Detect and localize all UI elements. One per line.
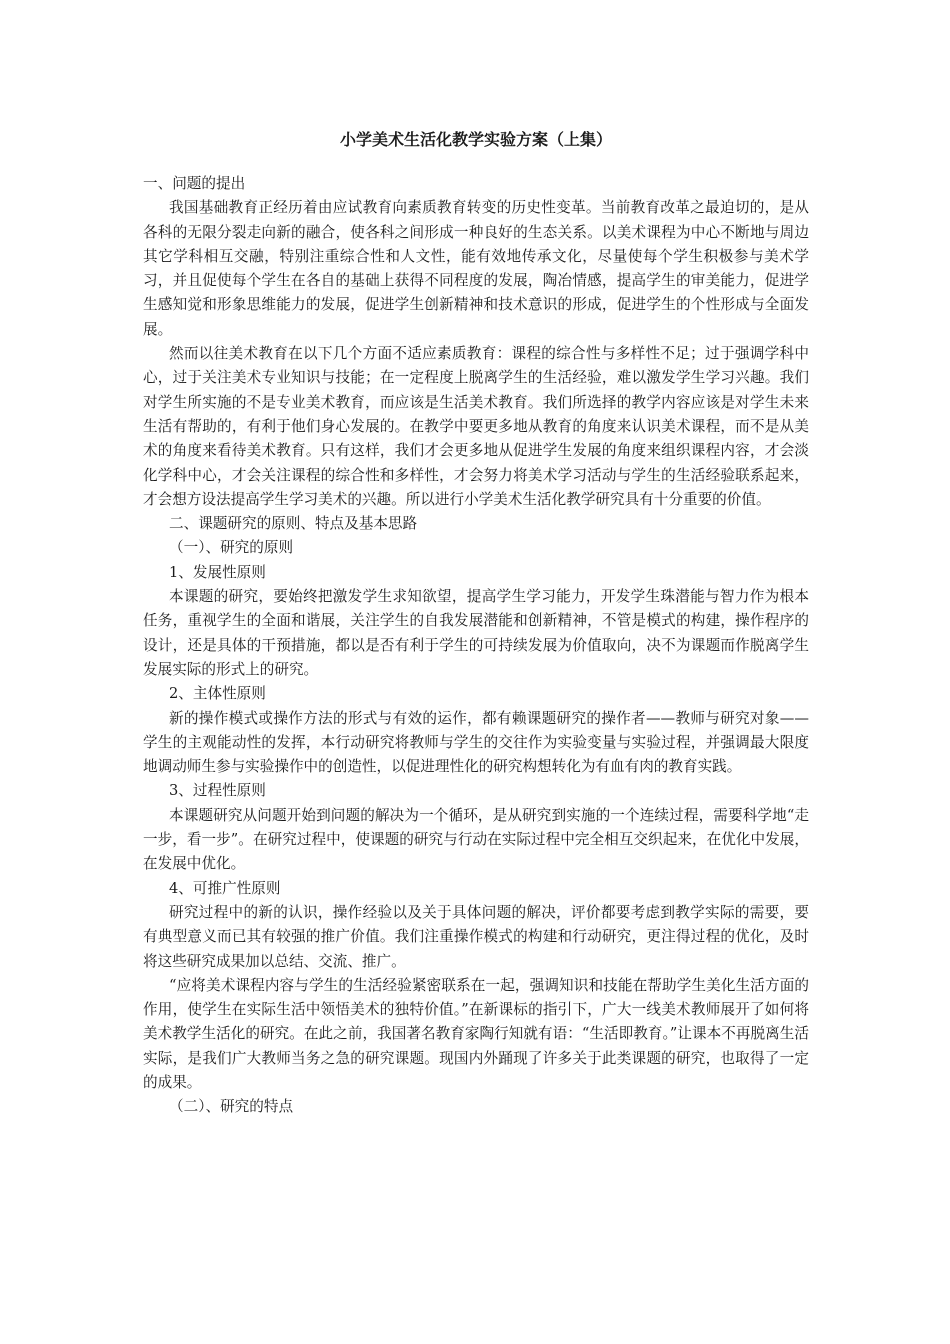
- paragraph: 本课题的研究，要始终把激发学生求知欲望，提高学生学习能力，开发学生珠潜能与智力作为根本任务，重视学生的全面和谐展，关注学生的自我发展潜能和创新精神，不管是模式的构建，操作程序的设计，还是具体的干预措施，都以是否有利于学生的可持续发展为价值取向，决不为课题而作脱离学生发展实际的形式上的研究。: [143, 588, 809, 678]
- document-body: [143, 128, 809, 1120]
- paragraph-list: [143, 172, 809, 1120]
- paragraph: 2、主体性原则: [169, 685, 266, 703]
- paragraph: 研究过程中的新的认识，操作经验以及关于具体问题的解决，评价都要考虑到教学实际的需要，要有典型意义而已其有较强的推广价值。我们注重操作模式的构建和行动研究，更注得过程的优化，及时将这些研究成果加以总结、交流、推广。: [143, 903, 809, 970]
- paragraph: 1、发展性原则: [169, 563, 266, 581]
- paragraph: 然而以往美术教育在以下几个方面不适应素质教育：课程的综合性与多样性不足；过于强调学科中心，过于关注美术专业知识与技能；在一定程度上脱离学生的生活经验，难以激发学生学习兴趣。我们对学生所实施的不是专业美术教育，而应该是生活美术教育。我们所选择的教学内容应该是对学生未来生活有帮助的，有利于他们身心发展的。在教学中要更多地从教育的角度来认识美术课程，而不是从美术的角度来看待美术教育。只有这样，我们才会更多地从促进学生发展的角度来组织课程内容，才会淡化学科中心，才会关注课程的综合性和多样性，才会努力将美术学习活动与学生的生活经验联系起来，才会想方设法提高学生学习美术的兴趣。所以进行小学美术生活化教学研究具有十分重要的价值。: [143, 345, 809, 508]
- paragraph: 一、问题的提出: [143, 175, 246, 192]
- paragraph: （二）、研究的特点: [169, 1098, 294, 1116]
- paragraph: 新的操作模式或操作方法的形式与有效的运作，都有赖课题研究的操作者——教师与研究对象——学生的主观能动性的发挥，本行动研究将教师与学生的交往作为实验变量与实验过程，并强调最大限度地调动师生参与实验操作中的创造性，以促进理性化的研究构想转化为有血有肉的教育实践。: [143, 709, 809, 776]
- paragraph: 本课题研究从问题开始到问题的解决为一个循环，是从研究到实施的一个连续过程，需要科学地“走一步，看一步”。在研究过程中，使课题的研究与行动在实际过程中完全相互交织起来，在优化中发展，在发展中优化。: [143, 806, 809, 873]
- paragraph: “应将美术课程内容与学生的生活经验紧密联系在一起，强调知识和技能在帮助学生美化生活方面的作用，使学生在实际生活中领悟美术的独特价值。”在新课标的指引下，广大一线美术教师展开了如何将美术教学生活化的研究。在此之前，我国著名教育家陶行知就有语：“生活即教育。”让课本不再脱离生活实际，是我们广大教师当务之急的研究课题。现国内外踊现了许多关于此类课题的研究，也取得了一定的成果。: [143, 976, 809, 1091]
- paragraph: （一）、研究的原则: [169, 539, 294, 557]
- paragraph: 4、可推广性原则: [169, 879, 281, 897]
- paragraph: 3、过程性原则: [169, 782, 266, 800]
- document-title: 小学美术生活化教学实验方案（上集）: [339, 130, 612, 149]
- paragraph: 我国基础教育正经历着由应试教育向素质教育转变的历史性变革。当前教育改革之最迫切的，是从各科的无限分裂走向新的融合，使各科之间形成一种良好的生态关系。以美术课程为中心不断地与周边其它学科相互交融，特别注重综合性和人文性，能有效地传承文化，尽量使每个学生积极参与美术学习，并且促使每个学生在各自的基础上获得不同程度的发展，陶冶情感，提高学生的审美能力，促进学生感知觉和形象思维能力的发展，促进学生创新精神和技术意识的形成，促进学生的个性形成与全面发展。: [143, 199, 809, 338]
- paragraph: 二、课题研究的原则、特点及基本思路: [169, 515, 418, 533]
